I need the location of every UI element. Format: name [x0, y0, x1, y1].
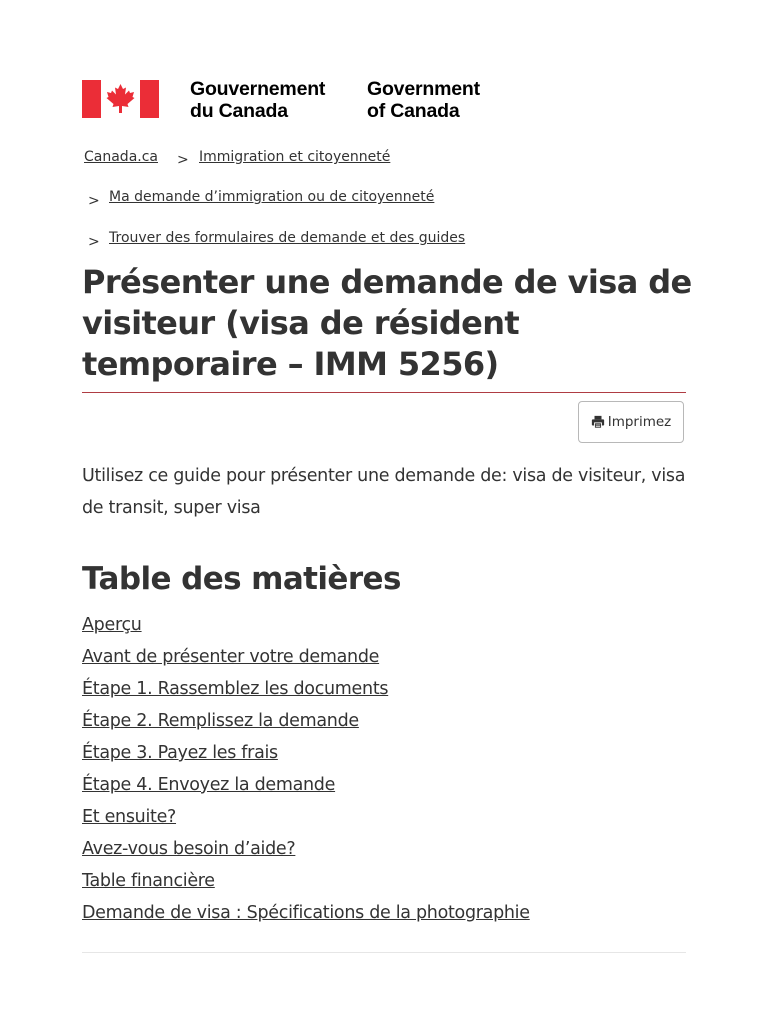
list-item: [82, 673, 530, 705]
toc-link-table-financiere[interactable]: Table financière: [82, 871, 215, 891]
list-item: [82, 641, 530, 673]
list-item: [82, 769, 530, 801]
breadcrumb-item-ma-demande: [109, 189, 434, 205]
breadcrumb-link-immigration[interactable]: Immigration et citoyenneté: [199, 149, 391, 165]
wordmark-english-line2: of Canada: [367, 100, 460, 122]
breadcrumb-link-ma-demande[interactable]: Ma demande d’immigration ou de citoyenneté: [109, 189, 435, 205]
toc-link-etape-4[interactable]: Étape 4. Envoyez la demande: [82, 775, 336, 795]
print-button-label: Imprimez: [607, 414, 672, 430]
toc-link-apercu[interactable]: Aperçu: [82, 615, 142, 635]
canada-flag-icon: [82, 80, 159, 118]
section-divider: [82, 952, 686, 953]
list-item: [82, 705, 530, 737]
wordmark-english: [367, 78, 480, 122]
print-button[interactable]: [578, 401, 684, 443]
intro-paragraph: Utilisez ce guide pour présenter une demande de: visa de visiteur, visa de transit, super visa: [82, 466, 686, 518]
breadcrumb-item-immigration: [199, 149, 390, 165]
list-item: [82, 833, 530, 865]
page-title: Présenter une demande de visa de visiteur (visa de résident temporaire – IMM 5256): [82, 263, 692, 383]
list-item: [82, 609, 530, 641]
list-item: [82, 801, 530, 833]
wordmark-english-line1: Government: [367, 78, 480, 100]
toc-link-photo-specs[interactable]: Demande de visa : Spécifications de la photographie: [82, 903, 530, 923]
list-item: [82, 737, 530, 769]
breadcrumb-separator: >: [88, 193, 100, 209]
toc-heading: Table des matières: [82, 561, 401, 597]
breadcrumb-item-formulaires: [109, 230, 465, 246]
breadcrumb-item-canada: [84, 149, 158, 165]
wordmark-french: [190, 78, 325, 122]
breadcrumb-separator: >: [88, 234, 100, 250]
toc-list: [82, 609, 530, 929]
toc-link-avant[interactable]: Avant de présenter votre demande: [82, 647, 380, 667]
toc-link-aide[interactable]: Avez-vous besoin d’aide?: [82, 839, 296, 859]
breadcrumb-link-canada[interactable]: Canada.ca: [84, 149, 158, 165]
toc-link-etape-3[interactable]: Étape 3. Payez les frais: [82, 743, 278, 763]
list-item: [82, 865, 530, 897]
title-divider: [82, 392, 686, 393]
wordmark-french-line1: Gouvernement: [190, 78, 326, 100]
list-item: [82, 897, 530, 929]
toc-link-et-ensuite[interactable]: Et ensuite?: [82, 807, 177, 827]
breadcrumb-link-formulaires[interactable]: Trouver des formulaires de demande et des guides: [109, 230, 466, 246]
wordmark-french-line2: du Canada: [190, 100, 288, 122]
toc-link-etape-2[interactable]: Étape 2. Remplissez la demande: [82, 711, 359, 731]
toc-link-etape-1[interactable]: Étape 1. Rassemblez les documents: [82, 679, 389, 699]
breadcrumb-separator: >: [177, 152, 189, 168]
printer-icon: [591, 415, 605, 429]
